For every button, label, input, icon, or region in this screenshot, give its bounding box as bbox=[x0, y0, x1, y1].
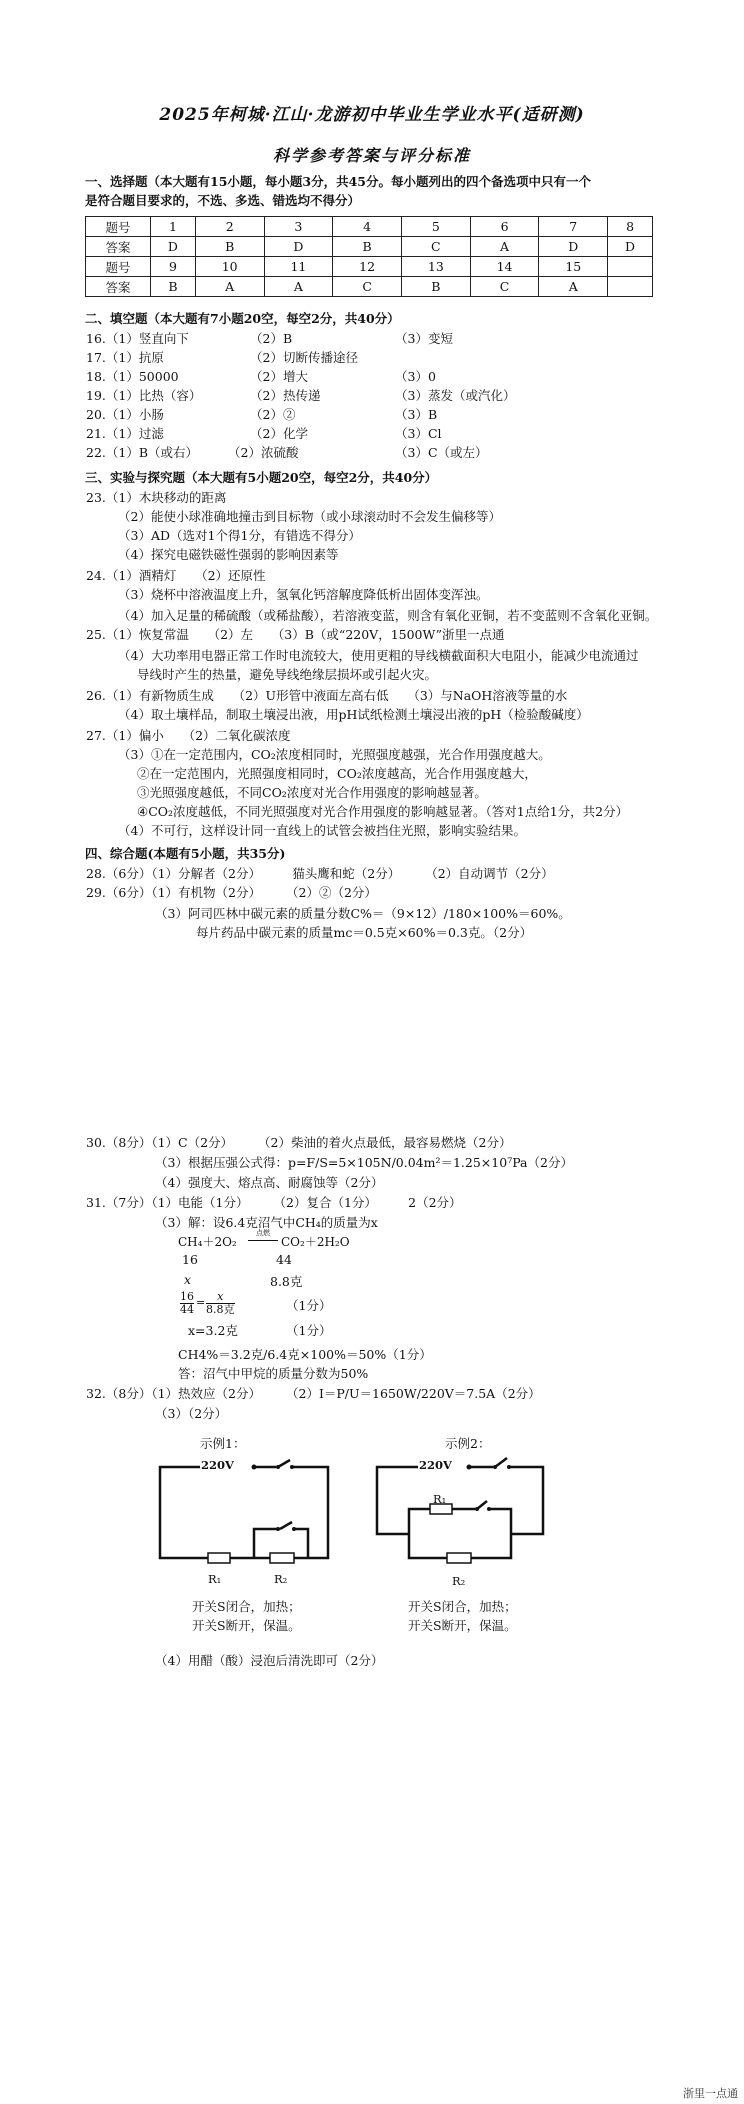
answer-line: 18.（1）50000 bbox=[86, 369, 179, 384]
answer-line-q30: （4）强度大、熔点高、耐腐蚀等（2分） bbox=[155, 1175, 384, 1190]
document-title: 2025年柯城·江山·龙游初中毕业生学业水平(适研测) bbox=[159, 105, 585, 125]
table-cell: B bbox=[195, 237, 264, 257]
table-cell: 12 bbox=[333, 257, 402, 277]
table-cell: C bbox=[333, 277, 402, 297]
table-cell: D bbox=[608, 237, 653, 257]
table-cell: 13 bbox=[401, 257, 470, 277]
answer-line: 27.（1）偏小 （2）二氧化碳浓度 bbox=[86, 728, 291, 743]
answer-line: 22.（1）B（或右） bbox=[86, 445, 199, 460]
resistor-r1-label: R₁ bbox=[208, 1572, 222, 1586]
score-note: （1分） bbox=[286, 1298, 332, 1313]
answer-line: 21.（1）过滤 bbox=[86, 426, 164, 441]
answer-line: （3）B bbox=[395, 407, 438, 422]
voltage-label: 220V bbox=[419, 1458, 452, 1472]
answer-line: ③光照强度越低，不同CO₂浓度对光合作用强度的影响越显著。 bbox=[137, 785, 487, 800]
resistor-r1-label: R₁ bbox=[433, 1492, 447, 1506]
answer-line: （4）加入足量的稀硫酸（或稀盐酸），若溶液变蓝，则含有氧化亚铜，若不变蓝则不含氧化亚铜。 bbox=[118, 608, 658, 623]
molar-mass-co2: 44 bbox=[276, 1252, 292, 1267]
document-subtitle: 科学参考答案与评分标准 bbox=[272, 146, 471, 165]
answer-line: （3）烧杯中溶液温度上升，氢氧化钙溶解度降低析出固体变浑浊。 bbox=[118, 587, 489, 602]
answer-line: 25.（1）恢复常温 （2）左 （3）B（或“220V，1500W”浙里一点通 bbox=[86, 627, 505, 642]
table-cell: D bbox=[151, 237, 196, 257]
answer-line: （3）变短 bbox=[395, 331, 453, 346]
chem-equation-reactants: CH₄＋2O₂ bbox=[178, 1235, 237, 1249]
table-cell bbox=[608, 277, 653, 297]
answer-line: （4）不可行，这样设计同一直线上的试管会被挡住光照，影响实验结果。 bbox=[118, 823, 526, 838]
answer-line-q29: （3）阿司匹林中碳元素的质量分数C%＝（9×12）/180×100%＝60%。 bbox=[155, 906, 571, 921]
answer-line-q32: 32.（8分）（1）热效应（2分） （2）I＝P/U＝1650W/220V＝7.5A（2分） bbox=[86, 1386, 541, 1401]
table-cell: A bbox=[195, 277, 264, 297]
answer-line: ②在一定范围内，光照强度相同时，CO₂浓度越高，光合作用强度越大， bbox=[137, 766, 537, 781]
table-cell: 15 bbox=[539, 257, 608, 277]
table-row bbox=[86, 277, 653, 297]
answer-line: （2）增大 bbox=[250, 369, 308, 384]
answer-line-q31: 31.（7分）（1）电能（1分） （2）复合（1分） 2（2分） bbox=[86, 1195, 462, 1210]
answer-line: 20.（1）小肠 bbox=[86, 407, 164, 422]
ratio-fraction-left bbox=[180, 1291, 194, 1316]
section1-heading: 一、选择题（本大题有15小题，每小题3分，共45分。每小题列出的四个备选项中只有一个 bbox=[85, 174, 591, 189]
answer-line: （3）C（或左） bbox=[395, 445, 488, 460]
example2-note: 开关S断开，保温。 bbox=[408, 1618, 517, 1633]
table-cell: B bbox=[333, 237, 402, 257]
x-result: x=3.2克 bbox=[188, 1323, 238, 1338]
answer-line: （3）0 bbox=[395, 369, 436, 384]
answer-line: （2）② bbox=[250, 407, 296, 422]
table-cell: 4 bbox=[333, 217, 402, 237]
table-cell: 10 bbox=[195, 257, 264, 277]
table-cell: 8 bbox=[608, 217, 653, 237]
molar-mass-ch4: 16 bbox=[182, 1252, 198, 1267]
answer-line: 导线时产生的热量，避免导线绝缘层损坏或引起火灾。 bbox=[137, 667, 438, 682]
resistor-r2-label: R₂ bbox=[452, 1574, 466, 1588]
answer-line: （2）B bbox=[250, 331, 293, 346]
table-cell: 3 bbox=[264, 217, 333, 237]
table-cell: 9 bbox=[151, 257, 196, 277]
table-cell: C bbox=[470, 277, 539, 297]
answer-line: （3）Cl bbox=[395, 426, 442, 441]
answer-line: 16.（1）竖直向下 bbox=[86, 331, 189, 346]
table-cell: 2 bbox=[195, 217, 264, 237]
answer-line: （2）能使小球准确地撞击到目标物（或小球滚动时不会发生偏移等） bbox=[118, 509, 501, 524]
example2-note: 开关S闭合，加热； bbox=[408, 1599, 517, 1614]
answer-line: （2）浓硫酸 bbox=[228, 445, 299, 460]
resistor-r2-label: R₂ bbox=[274, 1572, 288, 1586]
table-cell: 11 bbox=[264, 257, 333, 277]
reaction-condition: 点燃 bbox=[256, 1229, 270, 1237]
answer-line-q29: 每片药品中碳元素的质量mc＝0.5克×60%＝0.3克。（2分） bbox=[196, 925, 533, 940]
row-label: 答案 bbox=[86, 237, 151, 257]
section1-heading-cont: 是符合题目要求的，不选、多选、错选均不得分） bbox=[85, 193, 361, 208]
fraction-denominator: 8.8克 bbox=[206, 1303, 235, 1316]
fraction-numerator: x bbox=[217, 1290, 224, 1303]
co2-mass: 8.8克 bbox=[270, 1274, 303, 1289]
answer-line: 26.（1）有新物质生成 （2）U形管中液面左高右低 （3）与NaOH溶液等量的水 bbox=[86, 688, 568, 703]
table-cell: A bbox=[470, 237, 539, 257]
answer-line: 24.（1）酒精灯 （2）还原性 bbox=[86, 568, 266, 583]
answer-line-q30: （3）根据压强公式得：p=F/S=5×105N/0.04m²＝1.25×10⁷Pa（2分） bbox=[155, 1155, 573, 1170]
unknown-mass: x bbox=[184, 1272, 192, 1287]
choice-answer-table bbox=[85, 216, 653, 297]
section4-heading: 四、综合题(本题有5小题，共35分) bbox=[85, 846, 286, 861]
table-cell: D bbox=[264, 237, 333, 257]
answer-line: （4）探究电磁铁磁性强弱的影响因素等 bbox=[118, 547, 339, 562]
answer-line: （3）①在一定范围内，CO₂浓度相同时，光照强度越强，光合作用强度越大。 bbox=[118, 747, 551, 762]
example1-note: 开关S闭合，加热； bbox=[192, 1599, 301, 1614]
answer-line: ④CO₂浓度越低，不同光照强度对光合作用强度的影响越显著。（答对1点给1分，共2分） bbox=[137, 804, 629, 819]
answer-line: （3）AD（选对1个得1分，有错选不得分） bbox=[118, 528, 361, 543]
section3-heading: 三、实验与探究题（本大题有5小题20空，每空2分，共40分） bbox=[85, 470, 438, 485]
table-row bbox=[86, 237, 653, 257]
fraction-numerator: 16 bbox=[180, 1290, 194, 1303]
answer-line: 23.（1）木块移动的距离 bbox=[86, 490, 227, 505]
answer-line: （2）热传递 bbox=[250, 388, 321, 403]
score-note: （1分） bbox=[286, 1323, 332, 1338]
fraction-denominator: 44 bbox=[180, 1303, 194, 1316]
answer-line-q32: （4）用醋（酸）浸泡后清洗即可（2分） bbox=[155, 1653, 384, 1668]
example2-label: 示例2： bbox=[445, 1436, 491, 1451]
ratio-fraction-right bbox=[206, 1291, 235, 1316]
table-cell: C bbox=[401, 237, 470, 257]
equals-sign: = bbox=[196, 1296, 206, 1309]
row-label: 题号 bbox=[86, 257, 151, 277]
watermark-text: 浙里一点通 bbox=[683, 2087, 738, 2100]
table-cell: B bbox=[401, 277, 470, 297]
table-cell: 5 bbox=[401, 217, 470, 237]
circuit-diagram-example1 bbox=[158, 1452, 348, 1567]
table-cell bbox=[608, 257, 653, 277]
row-label: 题号 bbox=[86, 217, 151, 237]
table-cell: 7 bbox=[539, 217, 608, 237]
voltage-label: 220V bbox=[201, 1458, 234, 1472]
answer-line-q30: 30.（8分）（1）C（2分） （2）柴油的着火点最低，最容易燃烧（2分） bbox=[86, 1135, 512, 1150]
circuit-diagram-example2 bbox=[375, 1452, 555, 1572]
example1-note: 开关S断开，保温。 bbox=[192, 1618, 301, 1633]
table-cell: B bbox=[151, 277, 196, 297]
answer-line: （4）大功率用电器正常工作时电流较大，使用更粗的导线横截面积大电阻小，能减少电流通过 bbox=[118, 648, 639, 663]
answer-line: （2）化学 bbox=[250, 426, 308, 441]
table-cell: 6 bbox=[470, 217, 539, 237]
methane-percentage: CH4%＝3.2克/6.4克×100%＝50%（1分） bbox=[178, 1347, 432, 1362]
table-row bbox=[86, 257, 653, 277]
reaction-arrow bbox=[248, 1240, 278, 1241]
answer-line: （3）蒸发（或汽化） bbox=[395, 388, 516, 403]
answer-line: （2）切断传播途径 bbox=[250, 350, 358, 365]
answer-line-q31: （3）解：设6.4克沼气中CH₄的质量为x bbox=[155, 1215, 378, 1230]
table-cell: A bbox=[264, 277, 333, 297]
row-label: 答案 bbox=[86, 277, 151, 297]
answer-line-q29: 29.（6分）（1）有机物（2分） （2）②（2分） bbox=[86, 885, 377, 900]
table-cell: 14 bbox=[470, 257, 539, 277]
table-cell: D bbox=[539, 237, 608, 257]
answer-line-q32: （3）（2分） bbox=[155, 1406, 228, 1421]
table-cell: 1 bbox=[151, 217, 196, 237]
answer-line: （4）取土壤样品，制取土壤浸出液，用pH试纸检测土壤浸出液的pH（检验酸碱度） bbox=[118, 707, 589, 722]
chem-equation-products: CO₂＋2H₂O bbox=[281, 1235, 350, 1249]
answer-line-q28: 28.（6分）（1）分解者（2分） 猫头鹰和蛇（2分） （2）自动调节（2分） bbox=[86, 866, 554, 881]
table-row bbox=[86, 217, 653, 237]
answer-line: 19.（1）比热（容） bbox=[86, 388, 202, 403]
table-cell: A bbox=[539, 277, 608, 297]
example1-label: 示例1： bbox=[200, 1436, 246, 1451]
section2-heading: 二、填空题（本大题有7小题20空，每空2分，共40分） bbox=[85, 311, 400, 326]
q31-final-answer: 答：沼气中甲烷的质量分数为50% bbox=[178, 1366, 369, 1381]
answer-line: 17.（1）抗原 bbox=[86, 350, 164, 365]
